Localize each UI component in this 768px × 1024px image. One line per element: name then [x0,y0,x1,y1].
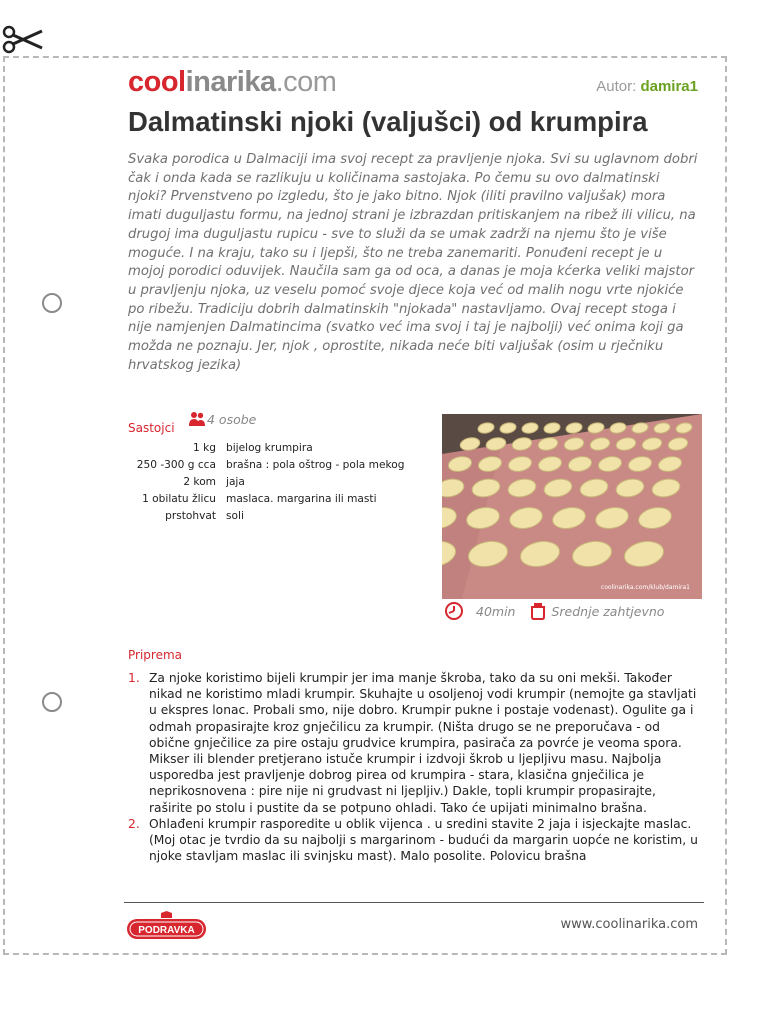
difficulty-pot-icon [531,602,545,620]
ingredient-row [128,510,404,527]
author-name-link[interactable]: damira1 [640,78,698,95]
step-number: 2. [128,816,140,831]
ingredient-name: bijelog krumpira [226,442,313,454]
logo-part-inarika: inarika [185,66,276,98]
ingredient-qty: 2 kom [183,476,216,488]
photo-caption: coolinarika.com/klub/damira1 [600,584,690,591]
recipe-intro: Svaka porodica u Dalmaciji ima svoj recept za pravljenje njoka. Svi su uglavnom dobri čak i onda kada se razlikuju u količinama sastojaka. Po čemu su ovo dalmatinski njoki? Prvenstveno po izgledu, što je jako bitno. Njok (iliti pravilno valjušak) mora imati duguljastu formu, na jednoj strani je izbrazdan pritiskanjem na ribež ili vilicu, na drugoj ima duguljastu rupicu - sve to služi da se umak zadrži na njemu što je više moguće. I na kraju, tako su i ljepši, što ne treba zanemariti. Ponuđeni recept je u mojoj porodici oduvijek. Naučila sam ga od oca, a danas je moja kćerka veliki majstor u pravljenju njoka, uz veselu pomoć svoje djece koja već od malih nogu vrte njokiće po ribežu. Tradiciju dobrih dalmatinskih "njokada" nastavljamo. Ovaj recept stoga i nije namjenjen Dalmatincima (svatko već ima svoj i taj je najbolji) već onima koji ga možda ne poznaju. Jer, njok , oprostite, nikada neće biti valjušak (osim u rječniku hrvatskog jezika) [128,152,698,373]
ingredient-qty: 1 kg [193,442,216,454]
scissors-icon [2,22,44,56]
ingredient-qty: 250 -300 g cca [136,459,216,471]
site-url[interactable]: www.coolinarika.com [560,917,698,932]
punch-hole [42,692,62,712]
logo-part-cool: cool [128,66,186,98]
recipe-photo [442,414,702,599]
gnocchi-image [442,414,702,599]
ingredient-name: brašna : pola oštrog - pola mekog [226,459,405,471]
ingredients-table [128,442,404,527]
logo-part-com: .com [275,66,337,98]
ingredient-row [128,476,404,493]
ingredient-row [128,493,404,510]
ingredient-name: soli [226,510,244,522]
people-icon [188,411,206,427]
author-info [596,78,698,95]
clock-icon [444,601,464,621]
recipe-meta [444,601,664,621]
step-text: Ohlađeni krumpir rasporedite u oblik vijenca . u sredini stavite 2 jaja i isjeckajte maslac. (Moj otac je tvrdio da su najbolji s margarinom - budući da margarin uopće ne koristim, u njoke stavljam maslac ili svinjsku mast). Malo posolite. Polovicu brašna [149,816,698,864]
servings-text: 4 osobe [207,411,257,427]
ingredient-name: maslaca. margarina ili masti [226,493,377,505]
ingredient-row [128,442,404,459]
punch-hole [42,293,62,313]
ingredient-name: jaja [226,476,245,488]
coolinarika-logo[interactable] [128,66,336,98]
step-item [128,816,698,865]
recipe-title: Dalmatinski njoki (valjušci) od krumpira [128,106,648,137]
ingredient-qty: 1 obilatu žlicu [142,493,216,505]
servings [188,411,256,427]
prep-time: 40min [476,603,516,619]
footer-divider [124,902,704,903]
ingredient-qty: prstohvat [165,510,216,522]
preparation-heading: Priprema [128,648,183,662]
difficulty: Srednje zahtjevno [551,603,665,619]
ingredient-row [128,459,404,476]
podravka-logo[interactable] [127,911,206,942]
podravka-wordmark: PODRAVKA [138,925,195,936]
author-label: Autor: [596,78,637,95]
preparation-steps [128,670,698,864]
step-item [128,670,698,816]
step-number: 1. [128,671,140,685]
step-text: Za njoke koristimo bijeli krumpir jer ima manje škroba, tako da su oni mekši. Također nikad ne koristimo mladi krumpir. Skuhajte u osoljenoj vodi krumpir (nemojte ga stavljati u ekspres lonac. Probali smo, nije dobro. Krumpir pukne i postaje vodenast). Ogulite ga i odmah propasirajte kroz gnječilicu za krumpir. (Ništa drugo se ne preporučava - od obične gnječilice za pire ostaju grudvice krumpira, pasirača za povrće je veoma spora. Mikser ili blender pretjerano istuče krumpir i izdvoji škrob u ljepljivu masu. Najbolja usporedba jest pravljenje dobrog pirea od krumpira - stara, klasična gnječilica je neprikosnovena : pire nije ni grudvast ni ljepljiv.) Dakle, topli krumpir propasirajte, raširite po stolu i pustite da se potpuno ohladi. Tako će upijati minimalno brašna. [149,671,697,815]
ingredients-heading: Sastojci [128,421,175,435]
